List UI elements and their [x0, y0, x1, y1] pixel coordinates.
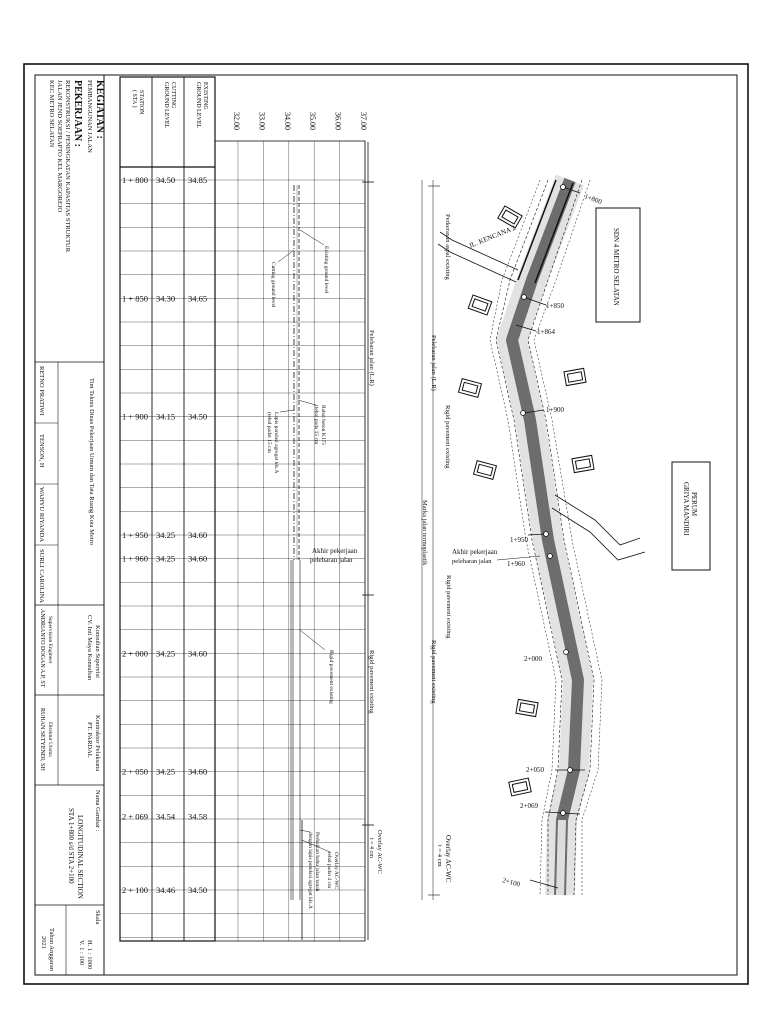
existing-cell: 34.60 — [188, 648, 208, 659]
plan-sta-1900: 1+900 — [546, 406, 564, 414]
existing-cell: 34.50 — [188, 885, 208, 895]
cutting-cell: 34.15 — [156, 411, 176, 422]
row-label-station-2: ( STA ) — [131, 90, 137, 108]
scale-v: V. 1 : 100 — [78, 940, 85, 966]
plan-sta-1950: 1+950 — [510, 536, 528, 544]
cutting-cell: 34.25 — [156, 530, 176, 540]
team-name-2: TENSON, H — [38, 434, 45, 468]
drawing-name-label: Nama Gambar : — [94, 790, 101, 832]
plan-sta-1850: 1+850 — [546, 302, 564, 310]
station-cell: 2 + 000 — [122, 648, 149, 659]
tahun-value: 2021 — [40, 936, 47, 949]
tahun-label: Tahun Anggaran — [48, 928, 55, 972]
plan-view — [421, 180, 710, 900]
plan-akhir-1: Akhir pekerjaan — [452, 548, 498, 556]
cutting-cell: 34.50 — [156, 175, 176, 185]
pekerjaan-line-2: JALAN JEND SOEPRAPTO KEL MARGOREJO — [56, 80, 63, 213]
existing-cell: 34.60 — [188, 553, 208, 564]
profile-values — [122, 175, 207, 895]
segment-overlay-sub: t = 4 cm — [368, 838, 374, 858]
station-cell: 1 + 900 — [122, 411, 149, 422]
ann-lapis-2: (tebal padat 15 cm — [266, 412, 272, 453]
row-label-existing-1: EXISTING — [202, 82, 208, 110]
ann-akhir-2: pelebaran jalan — [310, 556, 353, 564]
station-cell: 1 + 800 — [122, 175, 149, 185]
row-label-existing-2: GROUND LEVEL — [195, 82, 201, 129]
station-cell: 2 + 050 — [122, 766, 149, 777]
elevation-labels — [232, 112, 368, 130]
ann-rabat-1: Rabat beton K175 — [320, 405, 326, 446]
station-cell: 2 + 069 — [122, 811, 149, 822]
contractor-name: RUHAN SETYENDI, SH — [39, 708, 45, 771]
elevation-label: 34.00 — [282, 112, 292, 130]
cutting-cell: 34.54 — [156, 811, 176, 822]
ann-akhir-1: Akhir pekerjaan — [312, 547, 358, 555]
elevation-label: 36.00 — [333, 112, 343, 130]
elevation-label: 33.00 — [257, 112, 267, 130]
existing-cell: 34.60 — [188, 766, 208, 777]
contractor-role: Direktur Utama — [47, 722, 53, 757]
ann-overlay-2: tebal padat 4 cm — [326, 852, 332, 889]
supervisor-name: ANDRIANTO DOGAN A.P, ST — [39, 609, 45, 688]
team-text: Tim Teknis Dinas Pekerjaan Umum dan Tata Ruang Kota Metro — [88, 378, 95, 546]
cutting-cell: 34.25 — [156, 553, 176, 564]
elevation-label: 35.00 — [308, 112, 318, 130]
ann-lapis-1: Lapis pondasi agregat kls.A — [273, 412, 279, 474]
pekerjaan-label: PEKERJAAN : — [72, 80, 83, 147]
supervisor-line-1: Konsultan Supervisi — [94, 625, 101, 678]
pekerjaan-line-3: KEC METRO SELATAN — [48, 80, 55, 148]
ann-rabat-2: (tebal pada 15 cm — [313, 405, 319, 445]
kegiatan-label: KEGIATAN : — [94, 80, 105, 139]
plan-rigid-3: Rigid pavement existing — [445, 575, 452, 639]
plan-sta-1800: 1+800 — [583, 192, 603, 207]
plan-sta-2100: 2+100 — [501, 876, 521, 889]
station-cell: 1 + 950 — [122, 530, 149, 540]
pekerjaan-line-1: REKONSTRUKSI / PENINGKATAN KAPASITAS STRUKTUR — [64, 80, 71, 253]
existing-cell: 34.50 — [188, 411, 208, 422]
plan-overlay-sub: t = 4 cm — [436, 845, 443, 867]
street-label: JL. KENCANA 2 — [467, 223, 517, 250]
plan-pelebaran: Pelebaran jalan (L.R) — [430, 335, 437, 391]
skala-label: Skala — [94, 910, 101, 925]
cutting-cell: 34.46 — [156, 885, 176, 895]
elevation-lines — [238, 141, 365, 941]
outer-frame — [24, 64, 748, 984]
elevation-label: 32.00 — [232, 112, 241, 130]
plan-sta-1864: 1+864 — [537, 328, 555, 336]
plan-sta-1960: 1+960 — [507, 560, 525, 568]
profile-table — [120, 77, 215, 941]
cutting-cell: 34.25 — [156, 766, 176, 777]
plan-sta-2000: 2+000 — [524, 655, 542, 663]
cutting-cell: 34.30 — [156, 293, 176, 304]
perum-line-2: GRIYA MANDIRI — [682, 482, 690, 536]
plan-rigid-1: Rigid pavement existing — [444, 405, 451, 469]
scale-h: H. 1 : 1000 — [86, 940, 93, 970]
ann-overlay-1: Overlay AC-WC — [333, 852, 339, 890]
station-cell: 1 + 850 — [122, 293, 149, 304]
contractor-line-1: Kontraktor Pelaksana — [94, 715, 101, 772]
team-name-4: SURLI CAROLINA — [38, 549, 45, 603]
row-label-station-1: STATION — [138, 90, 144, 115]
plan-akhir-2: pelebaran jalan — [452, 558, 492, 565]
existing-cell: 34.85 — [188, 175, 208, 185]
cutting-cell: 34.25 — [156, 648, 176, 659]
plan-marka: Marka jalan termoplastik — [421, 500, 428, 566]
plan-rigid-2: Rigid pavement existing — [430, 640, 437, 704]
existing-cell: 34.65 — [188, 293, 208, 304]
existing-cell: 34.60 — [188, 530, 208, 540]
ann-existing-ground: Existing ground level — [323, 246, 329, 294]
supervisor-line-2: CV. Inti Maya Konsultan — [86, 615, 93, 681]
plan-perkerasan: Perkerasan aspal existing — [444, 214, 451, 280]
title-block — [35, 75, 105, 975]
row-label-cutting-2: GROUND LEVEL — [163, 82, 169, 129]
drawing-name-line-1: LONGITUDINAL SECTION — [76, 815, 84, 899]
plan-sta-2069: 2+069 — [520, 802, 538, 810]
station-cell: 2 + 100 — [122, 885, 149, 895]
elevation-grid — [215, 112, 383, 941]
ann-perbaikan-2: dengan lapis pondasi agregat kls.A — [307, 832, 313, 909]
supervisor-role: Supervision Engineer — [47, 616, 53, 664]
plan-sta-2050: 2+050 — [526, 766, 544, 774]
kegiatan-value: PEMBANGUNAN JALAN — [86, 80, 93, 153]
drawing-name-line-2: STA 1+800 s/d STA 2+100 — [67, 808, 75, 884]
ann-cutting-ground: Cutting ground level — [270, 262, 276, 308]
ann-perbaikan-1: Perbaikan bahu jalan tanah — [314, 832, 320, 892]
ann-rigid-existing: Rigid pavement existing — [328, 650, 334, 704]
existing-cell: 34.58 — [188, 811, 208, 822]
perum-line-1: PERUM — [690, 492, 698, 517]
elevation-label: 37.00 — [359, 112, 368, 130]
team-name-1: RETNO PRATIWI — [38, 366, 45, 416]
team-name-3: WAHYU RIYANDA — [38, 487, 45, 543]
row-label-cutting-1: CUTTING — [170, 82, 176, 109]
overlay-segment — [560, 820, 562, 895]
segment-pelebaran: Pelebaran jalan (L.R) — [368, 330, 375, 386]
sdn-label: SDN 4 METRO SELATAN — [612, 228, 620, 306]
plan-overlay: Overlay AC-WC — [444, 835, 452, 883]
contractor-line-2: PT. PARDAL — [86, 722, 93, 758]
segment-overlay: Overlay AC-WC — [376, 830, 383, 874]
station-cell: 1 + 960 — [122, 553, 149, 564]
segment-rigid: Rigid pavement existing — [368, 650, 375, 714]
